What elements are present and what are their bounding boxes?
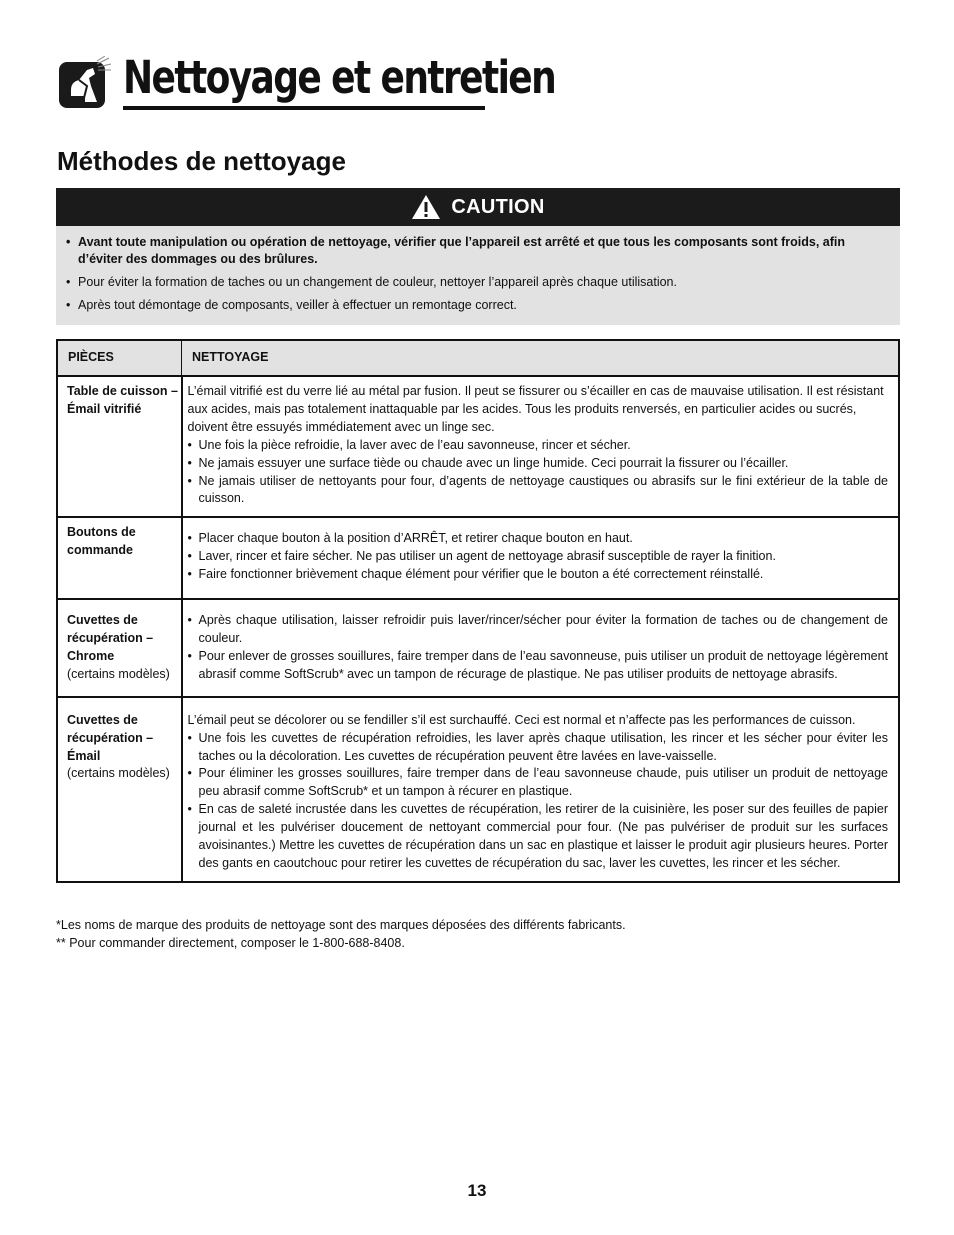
part-cell xyxy=(57,697,182,882)
footnote: ** Pour commander directement, composer le 1-800-688-8408. xyxy=(56,936,405,950)
part-name: Boutons de commande xyxy=(67,525,136,558)
cleaning-step: • Laver, rincer et faire sécher. Ne pas utiliser un agent de nettoyage abrasif susceptible de rayer la finition. xyxy=(188,548,889,566)
cleaning-table xyxy=(56,339,900,883)
part-note: (certains modèles) xyxy=(67,666,170,681)
title-underline xyxy=(123,106,485,110)
part-cell xyxy=(57,376,182,517)
table-row xyxy=(57,376,899,517)
cleaning-cell xyxy=(182,697,900,882)
table-row xyxy=(57,599,899,697)
part-note: (certains modèles) xyxy=(67,766,170,781)
cleaning-step: • Une fois les cuvettes de récupération refroidies, les laver après chaque utilisation, les rincer et les sécher pour éviter les taches ou la décoloration. Les cuvettes de récupération peuvent être lavées en lave-vaisselle. xyxy=(188,730,889,766)
cleaning-step: • Pour enlever de grosses souillures, faire tremper dans de l’eau savonneuse, puis utiliser un produit de nettoyage légèrement abrasif comme SoftScrub* avec un tampon de récurage de plastique. Ne pas utiliser produits de nettoyage abrasifs. xyxy=(188,648,889,684)
cleaning-step: • Après chaque utilisation, laisser refroidir puis laver/rincer/sécher pour éviter la formation de taches ou de changement de couleur. xyxy=(188,612,889,648)
caution-item: • Après tout démontage de composants, veiller à effectuer un remontage correct. xyxy=(66,297,886,314)
part-cell xyxy=(57,517,182,599)
cleaning-step: • Pour éliminer les grosses souillures, faire tremper dans de l’eau savonneuse chaude, puis utiliser un produit de nettoyage peu abrasif comme SoftScrub* et un tampon à récurer en plastique. xyxy=(188,765,889,801)
table-header-row xyxy=(57,340,899,376)
cleaning-intro: L’émail peut se décolorer ou se fendiller s’il est surchauffé. Ceci est normal et n’affecte pas les performances de cuisson. xyxy=(187,712,856,727)
cleaning-cell xyxy=(182,517,900,599)
column-header-cleaning: NETTOYAGE xyxy=(182,340,900,376)
cleaning-step: • Placer chaque bouton à la position d’ARRÊT, et retirer chaque bouton en haut. xyxy=(188,530,889,548)
cleaning-cell xyxy=(182,599,900,697)
cleaning-step: • Une fois la pièce refroidie, la laver avec de l’eau savonneuse, rincer et sécher. xyxy=(188,437,889,455)
caution-item: • Pour éviter la formation de taches ou un changement de couleur, nettoyer l’appareil après chaque utilisation. xyxy=(66,274,886,291)
cleaning-step: • Ne jamais essuyer une surface tiède ou chaude avec un linge humide. Ceci pourrait la fissurer ou l’écailler. xyxy=(188,455,889,473)
cleaning-intro: L’émail vitrifié est du verre lié au métal par fusion. Il peut se fissurer ou s’écailler en cas de mauvaise utilisation. Il est résistant aux acides, mais pas totalement inattaquable par les acides. Tous les produits renversés, en particulier acides ou sucrés, doivent être essuyés immédiatement avec un linge sec. xyxy=(187,384,884,434)
part-name: Cuvettes de récupération – Chrome xyxy=(67,613,154,663)
part-cell xyxy=(57,599,182,697)
cleaning-step: • Ne jamais utiliser de nettoyants pour four, d’agents de nettoyage caustiques ou abrasifs sur le fini extérieur de la table de cuisson. xyxy=(188,473,889,509)
cleaning-cell xyxy=(182,376,900,517)
page-title: Nettoyage et entretien xyxy=(123,51,556,104)
caution-banner xyxy=(56,188,900,226)
column-header-parts: PIÈCES xyxy=(57,340,182,376)
warning-triangle-icon xyxy=(411,194,441,220)
caution-box xyxy=(56,226,900,325)
footnote: *Les noms de marque des produits de nettoyage sont des marques déposées des différents fabricants. xyxy=(56,918,626,932)
table-row xyxy=(57,697,899,882)
part-name: Table de cuisson – Émail vitrifié xyxy=(67,384,178,416)
caution-item: • Avant toute manipulation ou opération de nettoyage, vérifier que l’appareil est arrêté et que tous les composants sont froids, afin d’éviter des dommages ou des brûlures. xyxy=(66,234,886,268)
cleaning-spray-icon xyxy=(57,56,113,112)
caution-label: CAUTION xyxy=(451,195,545,218)
page-header xyxy=(57,48,556,112)
part-name: Cuvettes de récupération – Émail xyxy=(67,712,154,763)
page-number: 13 xyxy=(467,1181,487,1200)
footnotes xyxy=(56,916,626,952)
table-row xyxy=(57,517,899,599)
section-title: Méthodes de nettoyage xyxy=(57,146,346,176)
cleaning-step: • Faire fonctionner brièvement chaque élément pour vérifier que le bouton a été correctement réinstallé. xyxy=(188,566,889,584)
cleaning-step: • En cas de saleté incrustée dans les cuvettes de récupération, les retirer de la cuisinière, les poser sur des feuilles de papier journal et les pulvériser doucement de nettoyant commercial pour four. (Ne pas pulvériser de produit sur les surfaces avoisinantes.) Mettre les cuvettes de récupération dans un sac en plastique et laisser le produit agir plusieurs heures. Porter des gants en caoutchouc pour retirer les cuvettes de récupération du sac, laver les cuvettes, les rincer et les sécher. xyxy=(188,801,889,873)
